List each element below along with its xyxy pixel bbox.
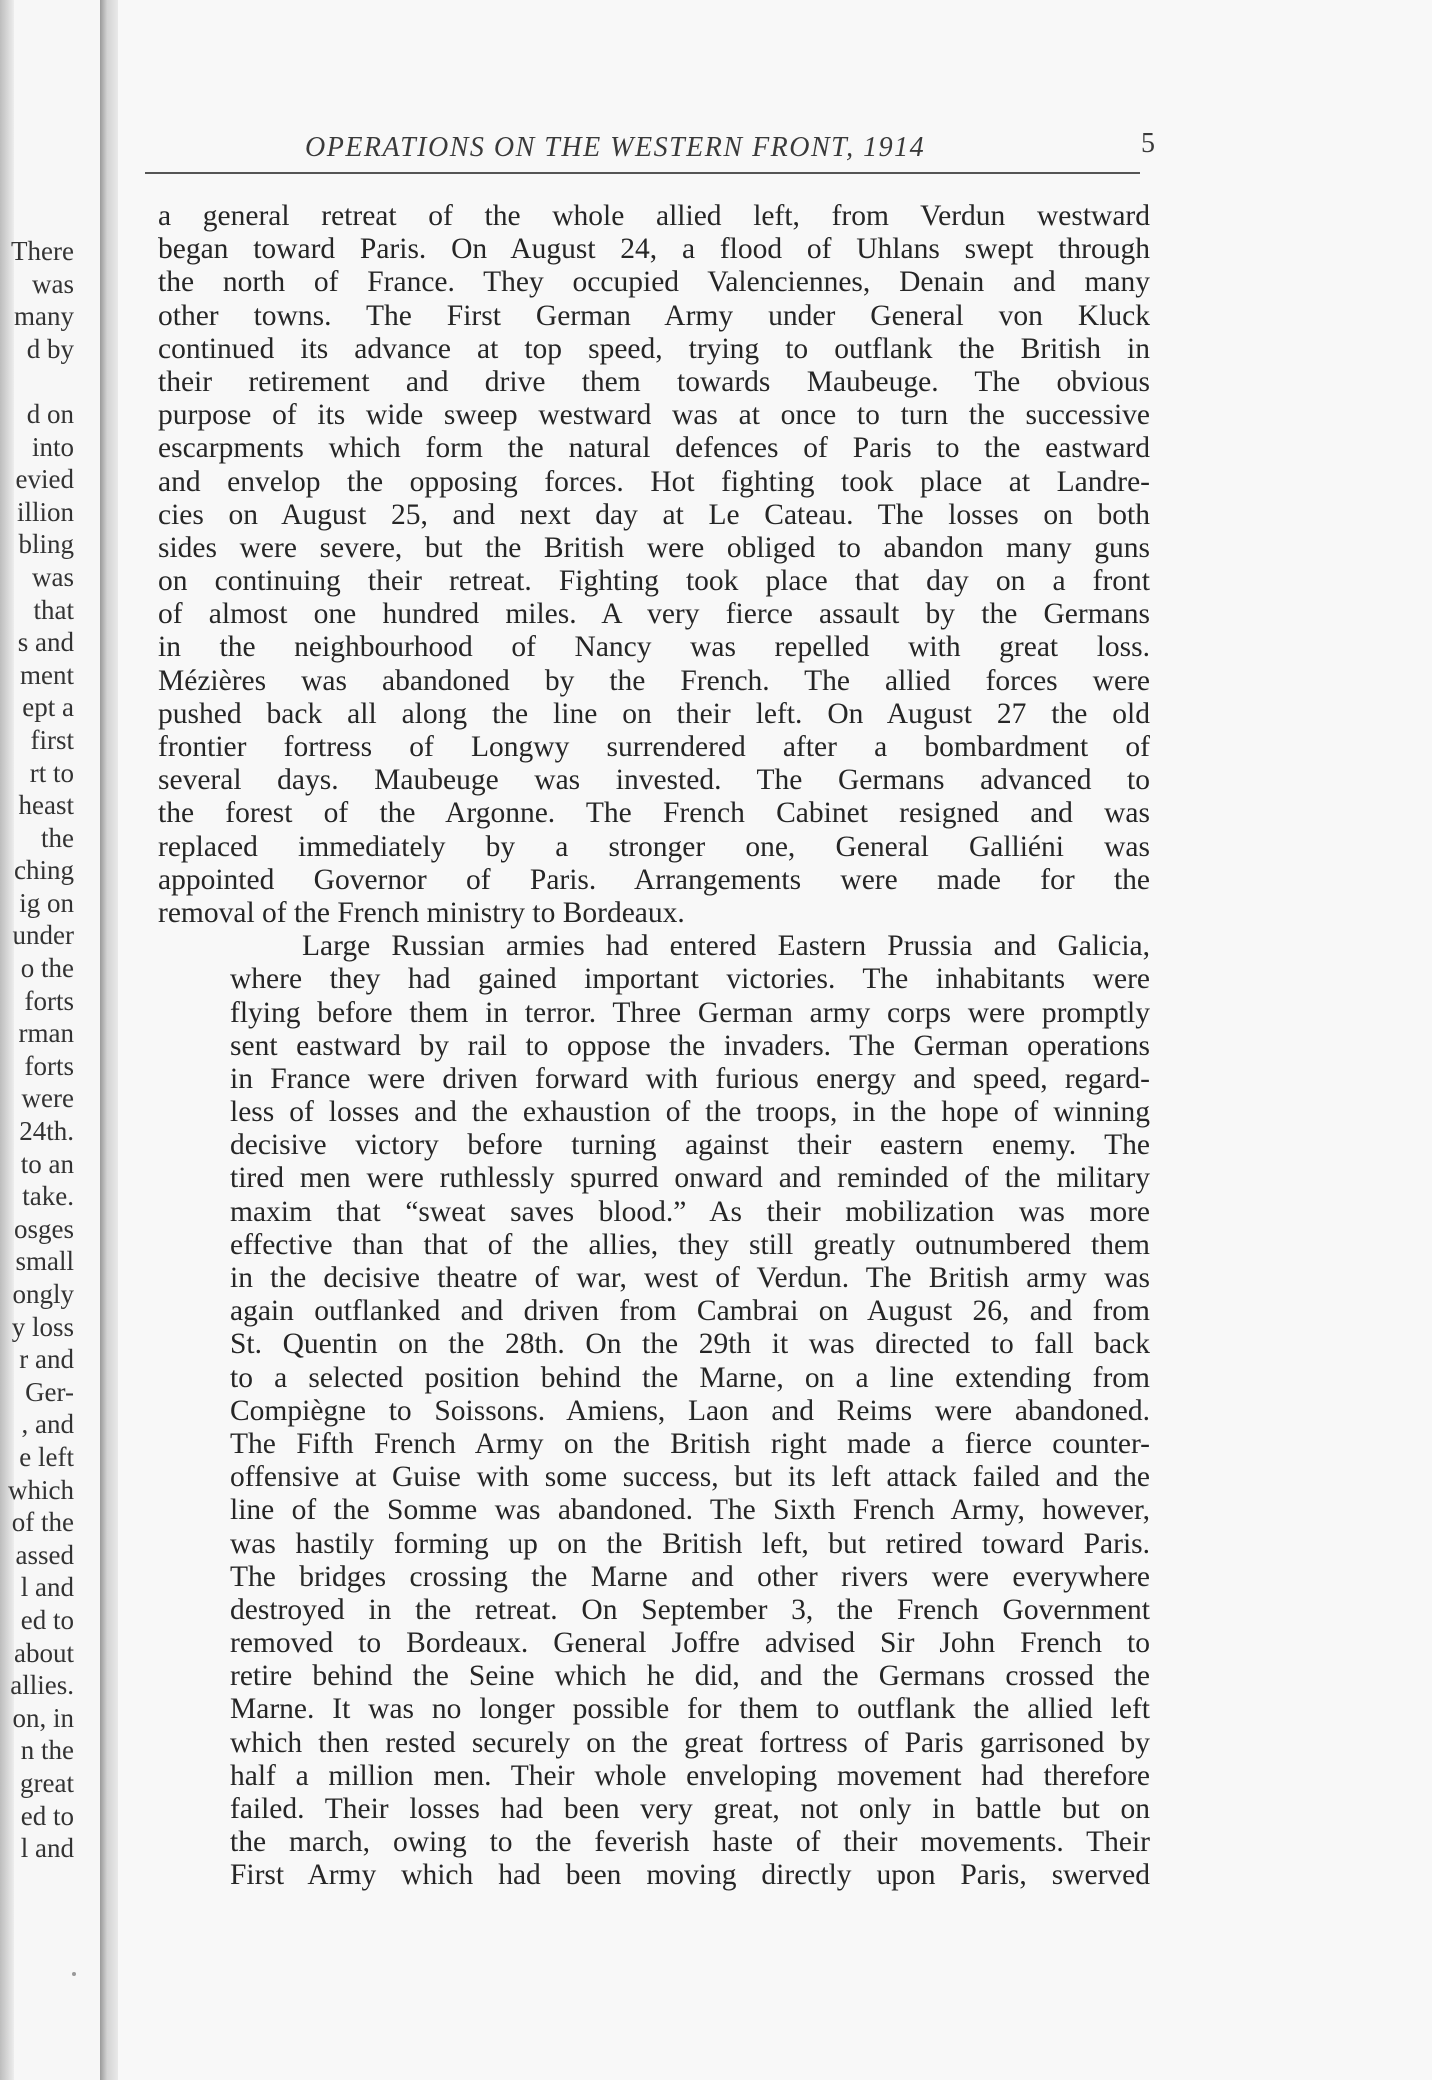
facing-page-fragment-line: forts [24,1050,74,1081]
text-line: began toward Paris. On August 24, a flood of Uhlans swept through [158,233,1150,266]
page-header [145,118,1155,168]
text-line: offensive at Guise with some success, but its left attack failed and the [230,1461,1150,1494]
facing-page-fragment-line: s and [17,627,74,658]
facing-page-fragment-line: ongly [12,1279,74,1309]
facing-page-fragment-line: o the [20,953,74,984]
text-line: appointed Governor of Paris. Arrangements were made for the [158,863,1150,896]
facing-page-fragment-line: rt to [29,757,74,788]
facing-page-fragment-line: was [32,561,74,592]
facing-page-fragment-line: that [33,594,74,625]
facing-page-fragment-line: d on [26,398,74,429]
facing-page-fragment-line: bling [18,529,74,560]
facing-page-fragment-line: osges [14,1213,74,1244]
text-line: Marne. It was no longer possible for them to outflank the allied left [230,1693,1150,1726]
text-line: cies on August 25, and next day at Le Cateau. The losses on both [158,498,1150,531]
paragraph [158,930,1150,1892]
facing-page-fragment-line: ept a [22,692,74,723]
facing-page-fragment-line: was [32,268,74,299]
facing-page-fragment-line: about [14,1637,74,1668]
facing-page-fragment-line: allies. [10,1670,74,1701]
facing-page-fragment-line: small [15,1246,74,1277]
text-line: of almost one hundred miles. A very fierce assault by the Germans [158,598,1150,631]
facing-page-fragment-line: There [11,236,74,266]
facing-page-fragment-line: 24th. [19,1116,74,1147]
text-line: in the decisive theatre of war, west of Verdun. The British army was [230,1262,1150,1294]
text-line: The Fifth French Army on the British right made a fierce counter- [230,1427,1150,1460]
facing-page-fragment-line: r and [19,1344,74,1375]
text-line: Mézières was abandoned by the French. The allied forces were [158,664,1150,697]
book-gutter [100,0,118,2080]
text-line: was hastily forming up on the British left, but retired toward Paris. [230,1527,1150,1560]
facing-page-fragment-line: l and [20,1572,74,1603]
running-title: OPERATIONS ON THE WESTERN FRONT, 1914 [305,132,926,163]
body-text [158,200,1150,1893]
facing-page-fragment-line: rman [18,1018,74,1049]
text-line: half a million men. Their whole enveloping movement had therefore [230,1759,1150,1792]
text-line: destroyed in the retreat. On September 3, the French Government [230,1593,1150,1626]
text-line: where they had gained important victories. The inhabitants were [230,963,1150,996]
facing-page-fragment-line: Ger- [25,1376,74,1407]
facing-page-fragment-line: ed to [20,1604,74,1635]
text-line: in France were driven forward with furious energy and speed, regard- [230,1062,1150,1095]
text-line: St. Quentin on the 28th. On the 29th it was directed to fall back [230,1328,1150,1361]
facing-page-fragment-line: , and [21,1409,74,1440]
text-line: line of the Somme was abandoned. The Sixth French Army, however, [230,1494,1150,1527]
text-line: a general retreat of the whole allied left, from Verdun westward [158,200,1150,232]
facing-page-fragment-line: many [14,301,74,332]
text-line: their retirement and drive them towards Maubeuge. The obvious [158,365,1150,398]
facing-page-fragment-line: to an [20,1148,74,1179]
facing-page-fragment-line: ed to [20,1800,74,1831]
text-line: which then rested securely on the great fortress of Paris garrisoned by [230,1726,1150,1759]
facing-page-fragment-line: great [20,1767,74,1798]
facing-page-fragment-line: the [41,822,74,853]
text-line: tired men were ruthlessly spurred onward and reminded of the military [230,1162,1150,1195]
facing-page-fragment-line: which [8,1474,74,1505]
text-line: the forest of the Argonne. The French Cabinet resigned and was [158,797,1150,830]
facing-page-fragment-line: e left [19,1441,74,1472]
header-rule [145,172,1140,174]
facing-page-fragment-line: assed [15,1539,74,1570]
text-line: maxim that “sweat saves blood.” As their mobilization was more [230,1195,1150,1228]
text-line: failed. Their losses had been very great, not only in battle but on [230,1793,1150,1825]
text-line: The bridges crossing the Marne and other rivers were everywhere [230,1560,1150,1593]
text-line: pushed back all along the line on their left. On August 27 the old [158,697,1150,730]
text-line: replaced immediately by a stronger one, General Galliéni was [158,830,1150,863]
paragraph [158,200,1150,930]
facing-page-fragment-line: take. [22,1181,74,1212]
text-line: removed to Bordeaux. General Joffre advised Sir John French to [230,1627,1150,1660]
facing-page-fragment-line [0,365,74,398]
facing-page-fragment-line: illion [16,496,74,527]
facing-page-fragment-line: y loss [11,1311,74,1342]
facing-page-fragment-line: evied [15,464,74,495]
text-line: sides were severe, but the British were obliged to abandon many guns [158,531,1150,564]
text-line: retire behind the Seine which he did, and the Germans crossed the [230,1660,1150,1693]
text-line: the north of France. They occupied Valenciennes, Denain and many [158,266,1150,299]
facing-page-fragment-line: on, in [12,1702,74,1733]
text-line: the march, owing to the feverish haste of their movements. Their [230,1826,1150,1859]
facing-page-fragment-line: l and [20,1833,74,1864]
text-line: escarpments which form the natural defences of Paris to the eastward [158,432,1150,465]
text-line: First Army which had been moving directly upon Paris, swerved [230,1859,1150,1892]
facing-page-fragment-line: ching [14,855,74,886]
scan-speck [72,1972,76,1976]
text-line: continued its advance at top speed, trying to outflank the British in [158,332,1150,365]
facing-page-fragment-line: ment [20,659,74,690]
facing-page-text-fragments [0,235,74,1865]
text-line: again outflanked and driven from Cambrai on August 26, and from [230,1295,1150,1328]
text-line: on continuing their retreat. Fighting took place that day on a front [158,565,1150,598]
text-line: removal of the French ministry to Bordeaux. [158,896,685,929]
text-line: purpose of its wide sweep westward was at once to turn the successive [158,399,1150,432]
text-line: several days. Maubeuge was invested. The Germans advanced to [158,764,1150,797]
facing-page-fragment-line: ig on [19,887,74,918]
facing-page-fragment-line: n the [20,1735,74,1766]
text-line: and envelop the opposing forces. Hot fighting took place at Landre- [158,465,1150,498]
text-line: to a selected position behind the Marne, on a line extending from [230,1361,1150,1394]
text-line: Large Russian armies had entered Eastern Prussia and Galicia, [302,930,1150,963]
facing-page-fragment-line: forts [24,985,74,1016]
text-line: sent eastward by rail to oppose the invaders. The German operations [230,1029,1150,1062]
facing-page-fragment-line: were [21,1083,74,1114]
text-line: other towns. The First German Army under General von Kluck [158,299,1150,332]
facing-page-fragment-line: heast [18,790,74,821]
text-line: less of losses and the exhaustion of the troops, in the hope of winning [230,1096,1150,1129]
text-line: Compiègne to Soissons. Amiens, Laon and Reims were abandoned. [230,1394,1150,1427]
facing-page-fragment-line: into [31,431,74,462]
facing-page-fragment-line: under [12,920,74,951]
page-number: 5 [1141,128,1155,159]
text-line: effective than that of the allies, they still greatly outnumbered them [230,1228,1150,1261]
facing-page-fragment-line: first [30,724,74,755]
facing-page-fragment-line: d by [26,333,74,364]
text-line: in the neighbourhood of Nancy was repelled with great loss. [158,631,1150,664]
text-line: decisive victory before turning against their eastern enemy. The [230,1129,1150,1162]
facing-page-fragment-line: of the [11,1507,74,1538]
text-line: frontier fortress of Longwy surrendered after a bombardment of [158,731,1150,763]
facing-page-fragment [0,0,102,2080]
text-line: flying before them in terror. Three German army corps were promptly [230,996,1150,1029]
